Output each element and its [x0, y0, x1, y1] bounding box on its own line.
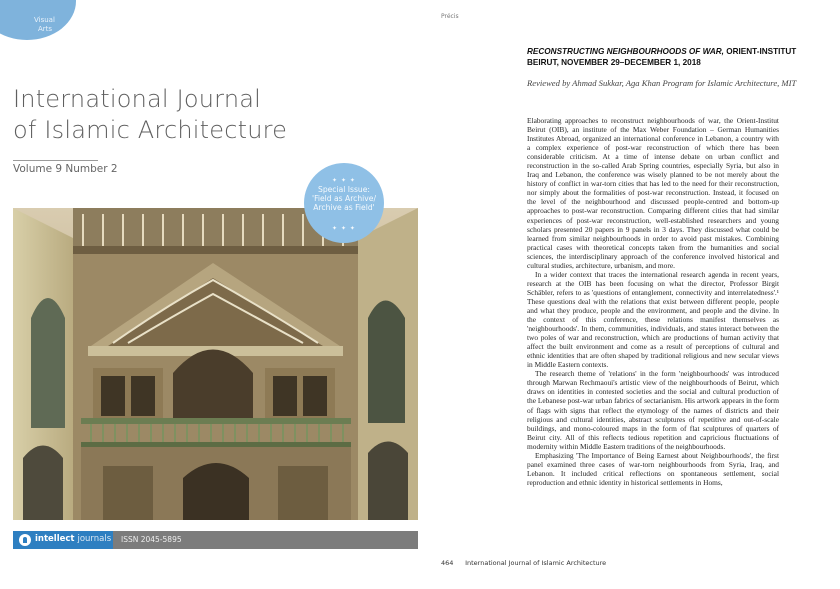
badge-line1: Visual [34, 16, 55, 24]
title-divider [13, 160, 98, 161]
footer-journal-name: International Journal of Islamic Architecture [465, 559, 607, 567]
journal-title [13, 84, 287, 146]
issn-number: ISSN 2045-5895 [121, 535, 182, 544]
page-number: 464 [441, 559, 454, 567]
paragraph: The research theme of 'relations' in the form 'neighbourhoods' was introduced through Marwan Rechmaoui's artistic view of the neighbourhoods of Beirut, which draws on identities in contested societies and the social and cultural production of the Lebanese post-war urban fabrics of sectarianism. His artwork appears in the form of flags with signs that reflect the etymology of the names of districts and their religious and cultural identities, abstract sculptures of repetitive and out-of-scale buildings, and mono-coloured maps in the form of flat sculptures of quarters of Beirut city. All of this reflects tedious repetition and capricious fluctuations of modernity within Middle Eastern traditions of the neighbourhoods. [527, 369, 779, 451]
reviewer-credit: Reviewed by Ahmad Sukkar, Aga Khan Program for Islamic Architecture, MIT [527, 78, 797, 88]
cover-photo [13, 208, 418, 520]
special-issue-badge [304, 163, 384, 243]
review-body [527, 116, 779, 531]
publisher-brand: intellect [35, 534, 75, 544]
cover-footer-bar [13, 531, 418, 549]
paragraph: In a wider context that traces the international research agenda in recent years, research at the OIB has been focusing on what the director, Professor Birgit Schäbler, refers to as 'questions of entanglement, connectivity and interrelatedness'.¹ These questions deal with the relations that exist between different people, people and what they produce, people and the environment, and people and the divine. In the context of this conference, these relations manifest themselves as 'neighbourhoods'. In them, communities, individuals, and states interact between the two poles of war and reconstruction, which are productions of human activity that affect the built environment and come as a result of perceptions of cultural and ethnic identities that are often shaped by traditional religious and new secular views in Middle Eastern contexts. [527, 269, 779, 370]
badge-stars-top: ✦ ✦ ✦ [332, 177, 356, 184]
paragraph: Elaborating approaches to reconstruct neighbourhoods of war, the Orient-Institut Beirut (OIB), an institute of the Max Weber Foundation – German Humanities Institutes Abroad, organized an international conference in Lebanon, a country with a complex experience of post-war reconstruction of which there has been considerable criticism. At a time of intense debate on urban conflict and reconstruction in the so-called Arab Spring countries, especially Syria, but also in Iraq and Lebanon, the conference was wisely planned to be not merely about the history of conflict in war-torn cities that has led to the need for their reconstruction, nor simply about the formalities of post-war reconstruction. Instead, it focused on the level of the neighbourhood and discussed people-centred and bottom-up approaches to post-war reconstruction. Comparing different cities that had similar experiences of post-war reconstruction, well-established researchers and young scholars presented 20 papers in 9 panels in 3 days. They discussed what could be learned from similar neighbourhoods in order to avoid past mistakes. Combining practical cases with theoretical concepts taken from the humanities and social sciences, the interdisciplinary approach of the conference involved historical and cultural studies, architecture, urbanism, and more. [527, 116, 779, 270]
publisher-suffix: journals [77, 534, 112, 544]
journal-title-line1: International Journal [13, 85, 262, 113]
badge-stars-bottom: ✦ ✦ ✦ [332, 225, 356, 232]
running-head: Précis [441, 13, 459, 20]
publisher-block [13, 531, 113, 549]
review-page [430, 0, 840, 589]
badge-line2: Arts [38, 25, 53, 33]
paragraph: Emphasizing 'The Importance of Being Earnest about Neighbourhoods', the first panel examined three cases of war-torn neighbourhoods from Syria, Iraq, and Lebanon. It included critical reflections on spontaneous settlement, social reproduction and ethnic identity in historical settlements in Homs, [527, 450, 779, 487]
journal-title-line2: of Islamic Architecture [13, 116, 288, 144]
publisher-name [35, 534, 111, 544]
visual-arts-badge [0, 0, 76, 40]
review-title-event: RECONSTRUCTING NEIGHBOURHOODS OF WAR, [527, 47, 724, 56]
intellect-logo-icon [19, 534, 31, 546]
volume-number: Volume 9 Number 2 [13, 163, 118, 175]
special-issue-text: Special Issue: 'Field as Archive/ Archive as Field' [311, 185, 377, 213]
cover-photo-illustration [13, 208, 418, 520]
page-footer [441, 559, 606, 567]
review-title [527, 46, 797, 68]
review-title-venue: ORIENT-INSTITUT BEIRUT, NOVEMBER 29–DECEMBER 1, 2018 [527, 47, 797, 67]
